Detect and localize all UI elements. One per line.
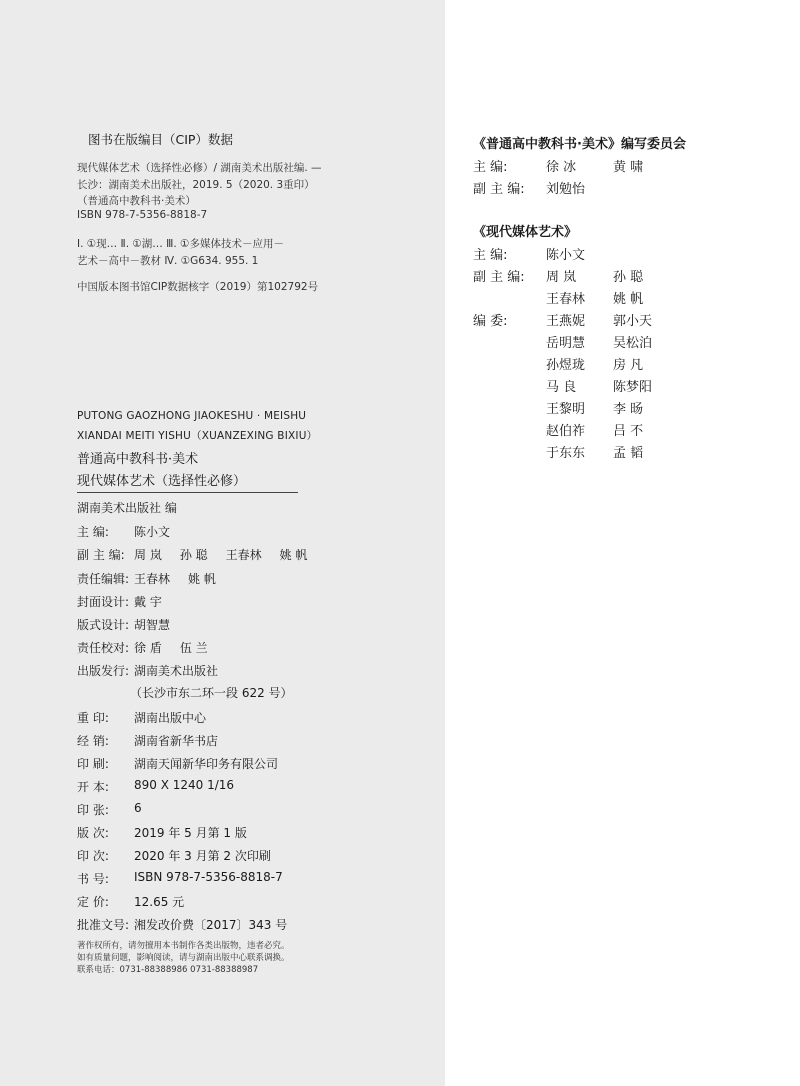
credit-names: 王春林 姚 帆 xyxy=(134,572,216,586)
editor-name: 吕 不 xyxy=(613,424,644,439)
credit-label: 副 主 编: xyxy=(77,548,125,562)
cip-line: 艺术－高中－教材 Ⅳ. ①G634. 955. 1 xyxy=(77,255,259,267)
english-book-title: XIANDAI MEITI YISHU（XUANZEXING BIXIU） xyxy=(77,430,318,442)
credit-names: 胡智慧 xyxy=(134,618,171,632)
cip-line: 长沙：湖南美术出版社，2019. 5（2020. 3重印） xyxy=(77,179,315,191)
editor-name: 于东东 xyxy=(546,446,586,461)
production-value: 2019 年 5 月第 1 版 xyxy=(134,826,247,840)
cip-line: 现代媒体艺术（选择性必修）/ 湖南美术出版社编. — xyxy=(77,162,322,174)
publisher-address: （长沙市东二环一段 622 号） xyxy=(130,686,293,700)
production-value: 12.65 元 xyxy=(134,895,185,909)
committee-heading: 《普通高中教科书·美术》编写委员会 xyxy=(473,137,686,152)
title-divider xyxy=(77,492,298,493)
book-editors-heading: 《现代媒体艺术》 xyxy=(473,225,578,240)
cip-line: ISBN 978-7-5356-8818-7 xyxy=(77,209,208,221)
credit-label: 责任编辑: xyxy=(77,572,130,586)
editor-name: 岳明慧 xyxy=(546,336,586,351)
credit-label: 出版发行: xyxy=(77,664,130,678)
copyright-notice: 著作权所有，请勿擅用本书制作各类出版物，违者必究。 xyxy=(77,941,290,951)
production-label: 批准文号: xyxy=(77,918,130,932)
series-title: 普通高中教科书·美术 xyxy=(77,452,199,467)
book-title: 现代媒体艺术（选择性必修） xyxy=(77,474,247,489)
production-label: 印 张: xyxy=(77,803,109,817)
production-value: 2020 年 3 月第 2 次印刷 xyxy=(134,849,271,863)
editor-name: 周 岚 xyxy=(546,270,577,285)
production-label: 定 价: xyxy=(77,895,109,909)
credit-label: 责任校对: xyxy=(77,641,130,655)
production-label: 印 刷: xyxy=(77,757,109,771)
editor-name: 姚 帆 xyxy=(613,292,644,307)
production-label: 版 次: xyxy=(77,826,109,840)
committee-member: 黄 啸 xyxy=(613,160,644,175)
cip-line: Ⅰ. ①现… Ⅱ. ①湖… Ⅲ. ①多媒体技术－应用－ xyxy=(77,238,284,250)
production-value: 湘发改价费〔2017〕343 号 xyxy=(134,918,288,932)
editor-name: 陈小文 xyxy=(546,248,586,263)
production-value: 湖南省新华书店 xyxy=(134,734,219,748)
credit-names: 徐 盾 伍 兰 xyxy=(134,641,208,655)
english-series-title: PUTONG GAOZHONG JIAOKESHU · MEISHU xyxy=(77,410,307,422)
production-label: 重 印: xyxy=(77,711,109,725)
committee-member: 徐 冰 xyxy=(546,160,577,175)
editor-name: 王春林 xyxy=(546,292,586,307)
editor-role: 主 编: xyxy=(473,248,508,263)
production-value: 6 xyxy=(134,801,142,815)
editor-name: 王黎明 xyxy=(546,402,586,417)
editor-name: 孙 聪 xyxy=(613,270,644,285)
editor-name: 孟 韬 xyxy=(613,446,644,461)
production-label: 印 次: xyxy=(77,849,109,863)
production-label: 书 号: xyxy=(77,872,109,886)
production-label: 开 本: xyxy=(77,780,109,794)
editor-name: 马 良 xyxy=(546,380,577,395)
editor-role: 副 主 编: xyxy=(473,270,525,285)
credit-names: 戴 宇 xyxy=(134,595,162,609)
credit-label: 版式设计: xyxy=(77,618,130,632)
cip-number: 中国版本图书馆CIP数据核字（2019）第102792号 xyxy=(77,281,319,293)
production-value: 湖南天闻新华印务有限公司 xyxy=(134,757,279,771)
editor-name: 陈梦阳 xyxy=(613,380,653,395)
editor-name: 李 旸 xyxy=(613,402,644,417)
committee-role: 主 编: xyxy=(473,160,508,175)
credit-label: 主 编: xyxy=(77,525,109,539)
editor-name: 吴松泊 xyxy=(613,336,653,351)
editor-name: 孙煜珑 xyxy=(546,358,586,373)
editor-name: 赵伯祚 xyxy=(546,424,586,439)
production-label: 经 销: xyxy=(77,734,109,748)
contact-phone: 联系电话：0731-88388986 0731-88388987 xyxy=(77,965,259,975)
cip-line: （普通高中教科书·美术） xyxy=(77,195,196,207)
editor-name: 王燕妮 xyxy=(546,314,586,329)
editor-name: 郭小天 xyxy=(613,314,653,329)
credit-names: 陈小文 xyxy=(134,525,171,539)
credit-label: 封面设计: xyxy=(77,595,130,609)
editor-role: 编 委: xyxy=(473,314,508,329)
editor-name: 房 凡 xyxy=(613,358,644,373)
production-value: 890 X 1240 1/16 xyxy=(134,778,235,792)
credit-names: 周 岚 孙 聪 王春林 姚 帆 xyxy=(134,548,308,562)
production-value: ISBN 978-7-5356-8818-7 xyxy=(134,870,283,884)
publisher-editor: 湖南美术出版社 编 xyxy=(77,501,177,515)
committee-member: 刘勉怡 xyxy=(546,182,586,197)
credit-names: 湖南美术出版社 xyxy=(134,664,219,678)
cip-title: 图书在版编目（CIP）数据 xyxy=(88,132,233,147)
quality-notice: 如有质量问题，影响阅读，请与湖南出版中心联系调换。 xyxy=(77,953,290,963)
production-value: 湖南出版中心 xyxy=(134,711,207,725)
committee-role: 副 主 编: xyxy=(473,182,525,197)
